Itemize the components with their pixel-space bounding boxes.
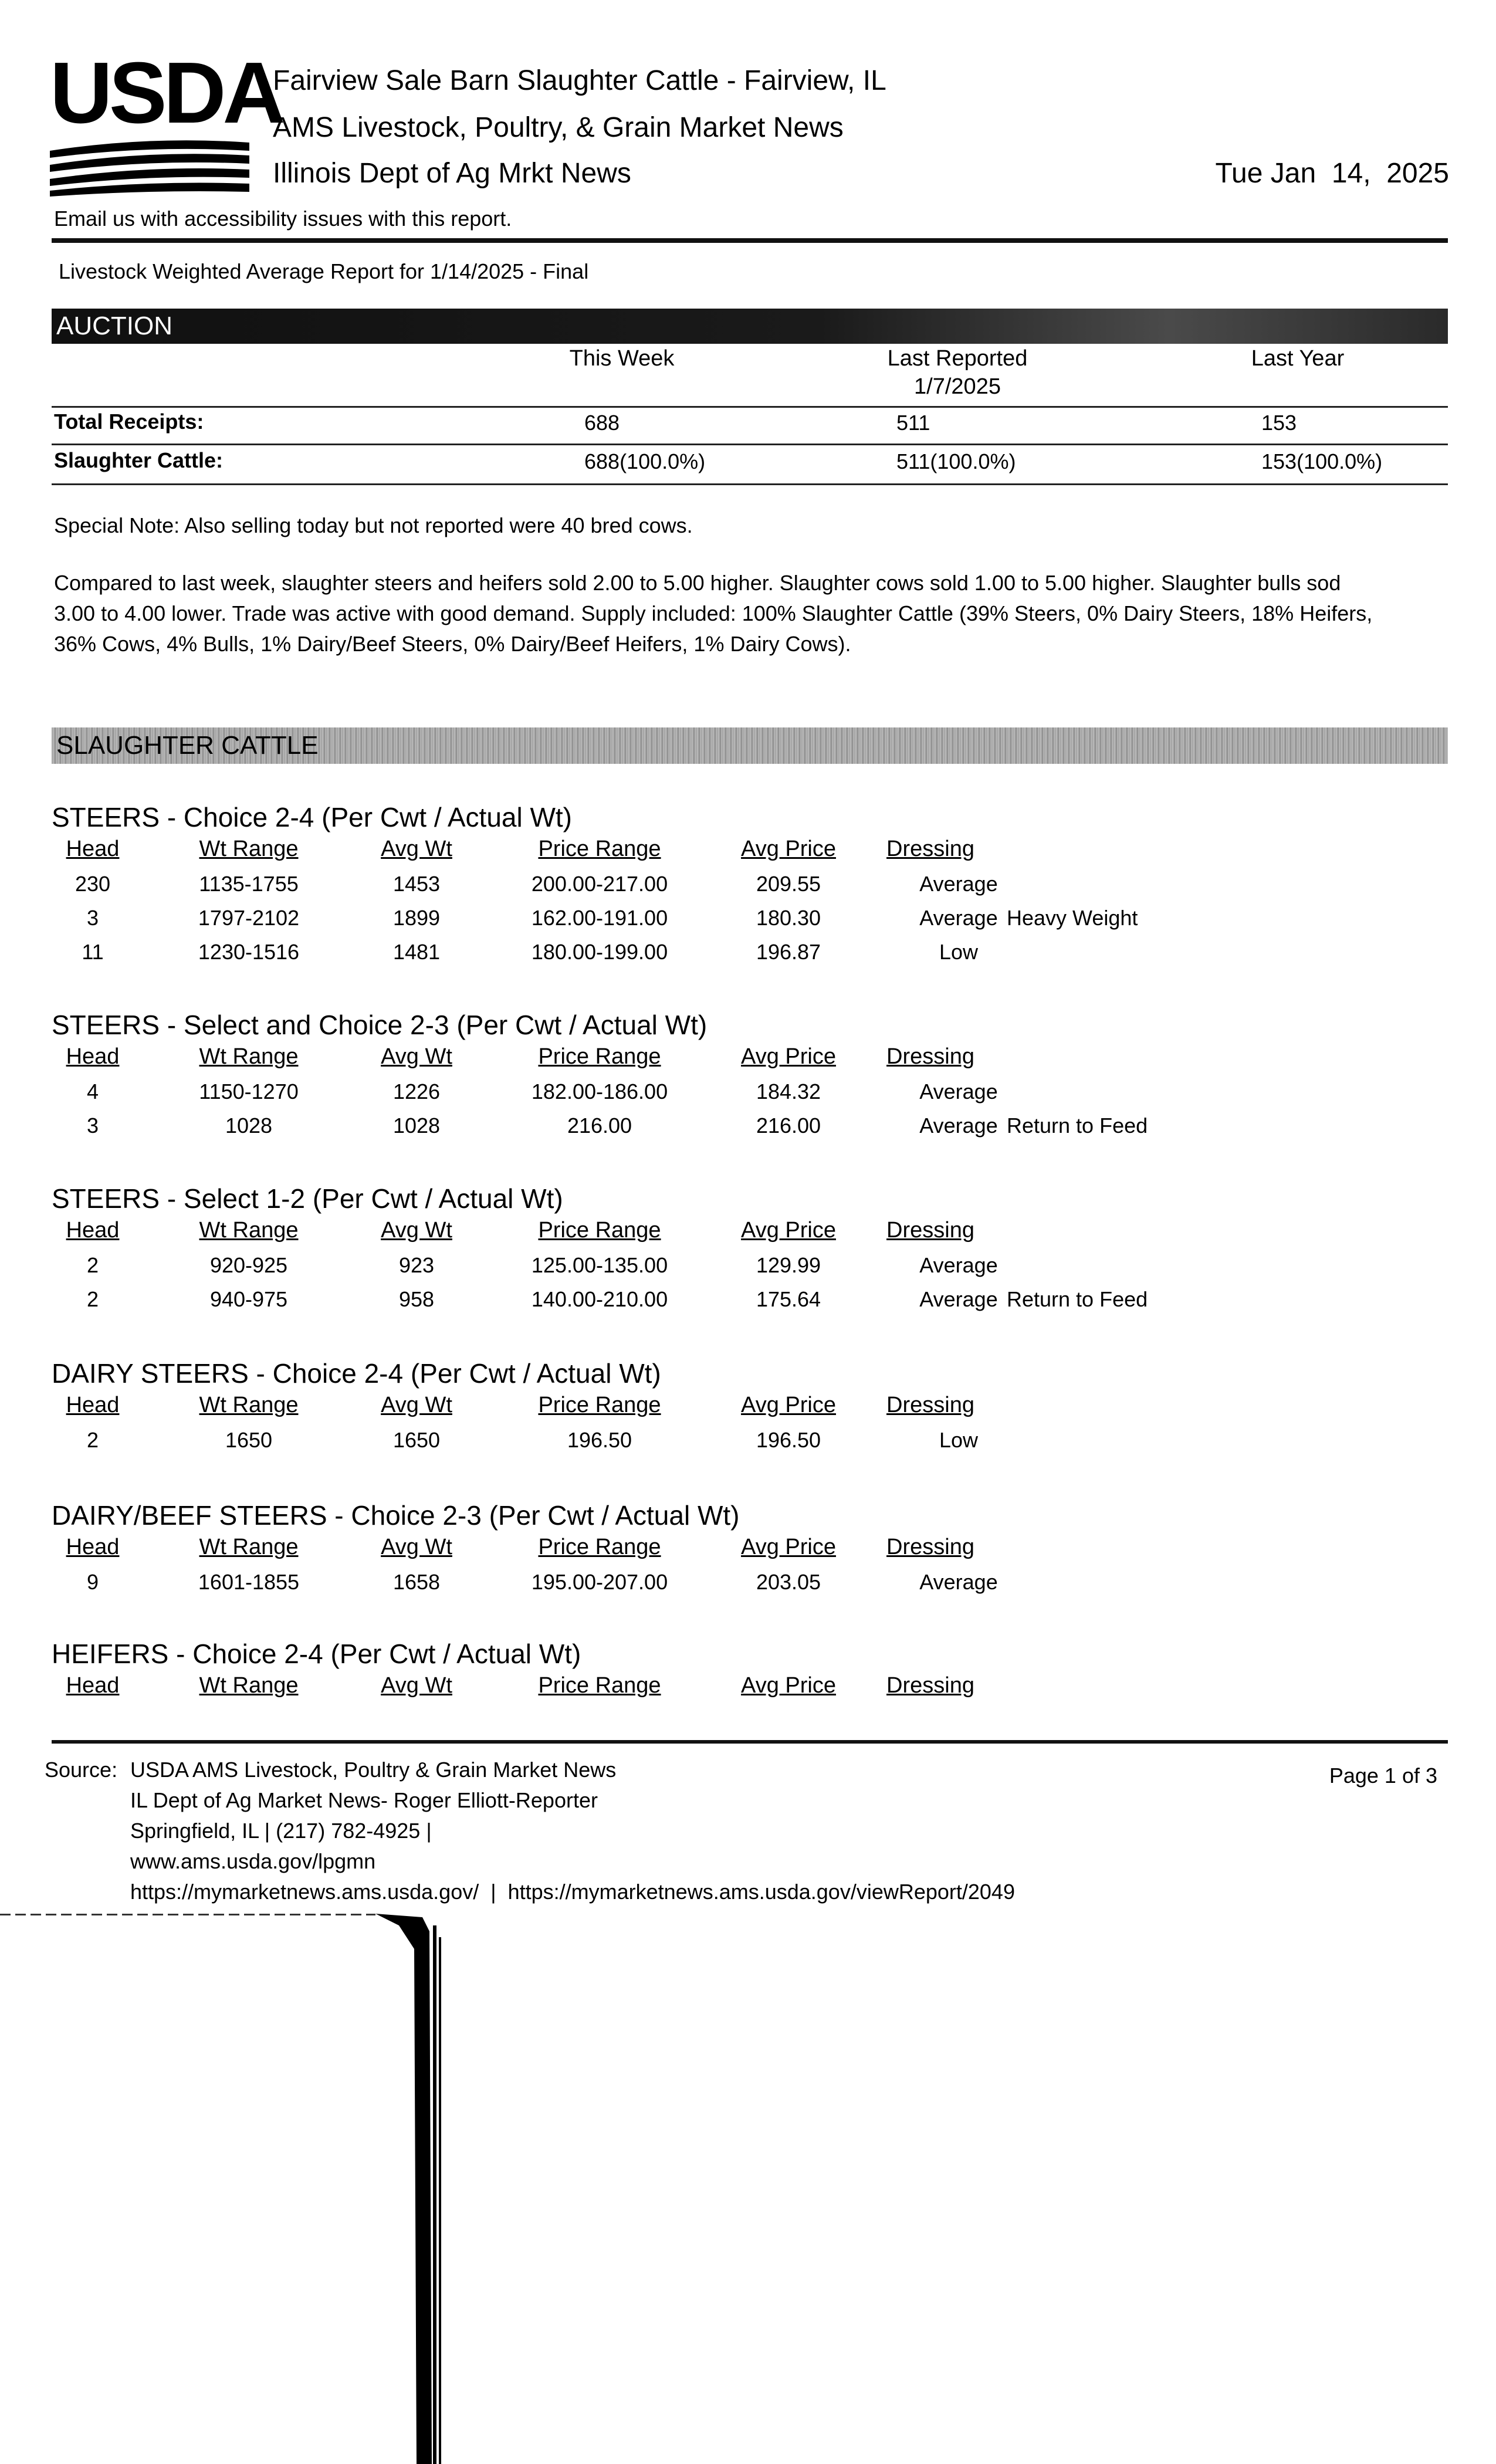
special-note: Special Note: Also selling today but not reported were 40 bred cows. [54,513,693,537]
cell-note: Heavy Weight [1007,906,1138,930]
cell-avg-wt: 1453 [392,872,441,896]
col-header-head: Head [66,1218,120,1243]
cell-wt-range: 1797-2102 [198,906,300,930]
report-heading-line2: AMS Livestock, Poultry, & Grain Market News [273,112,844,143]
col-header-avg-wt: Avg Wt [381,1044,452,1069]
cell-wt-range: 1601-1855 [198,1570,300,1594]
col-header-price-range: Price Range [538,1535,661,1559]
report-heading-line3: Illinois Dept of Ag Mrkt News [273,158,631,189]
cell-avg-price: 184.32 [756,1079,821,1104]
source-line4[interactable]: www.ams.usda.gov/lpgmn [130,1849,376,1873]
market-summary-line3: 36% Cows, 4% Bulls, 1% Dairy/Beef Steers, 0% Dairy/Beef Heifers, 1% Dairy Cows). [54,632,851,656]
col-header-wt-range: Wt Range [199,1218,299,1243]
market-summary-line1: Compared to last week, slaughter steers and heifers sold 2.00 to 5.00 higher. Slaughter cows sold 1.00 to 5.00 higher. Slaughter bulls sod [54,571,1341,595]
section-title: STEERS - Choice 2-4 (Per Cwt / Actual Wt) [52,802,573,832]
cell-avg-wt: 1226 [392,1079,441,1104]
scan-artifact-streak [375,1914,446,2464]
col-header-price-range: Price Range [538,1673,661,1698]
cell-avg-price: 196.50 [756,1428,821,1452]
report-date: Tue Jan 14, 2025 [1215,158,1449,189]
cell-price-range: 182.00-186.00 [531,1079,668,1104]
col-header-head: Head [66,1393,120,1417]
col-header-wt-range: Wt Range [199,1044,299,1069]
cell-head: 2 [86,1287,99,1311]
scan-artifact-dashes [0,1914,375,1915]
cell-price-range: 162.00-191.00 [531,906,668,930]
cell-wt-range: 940-975 [209,1287,288,1311]
col-header-dressing: Dressing [886,837,974,861]
usda-logo-text: USDA [50,45,282,141]
slaughter-cattle-last-year: 153(100.0%) [1261,449,1383,473]
cell-wt-range: 1135-1755 [199,872,299,896]
cell-avg-wt: 1481 [392,940,441,964]
cell-avg-price: 216.00 [756,1113,821,1138]
col-header-head: Head [66,1044,120,1069]
cell-avg-wt: 1028 [392,1113,441,1138]
cell-price-range: 216.00 [567,1113,632,1138]
cell-dressing: Average [919,1113,998,1138]
source-label: Source: [45,1758,118,1782]
cell-head: 230 [75,872,111,896]
col-header-price-range: Price Range [538,837,661,861]
col-header-wt-range: Wt Range [199,837,299,861]
cell-avg-price: 129.99 [756,1253,821,1277]
cell-head: 11 [82,940,104,964]
cell-dressing: Average [919,1079,998,1104]
cell-price-range: 140.00-210.00 [531,1287,668,1311]
cell-note: Return to Feed [1007,1113,1148,1138]
col-header-wt-range: Wt Range [199,1393,299,1417]
row-slaughter-cattle-label: Slaughter Cattle: [54,448,224,472]
cell-head: 4 [86,1079,99,1104]
auction-rule-1 [52,406,1448,408]
source-line2: IL Dept of Ag Market News- Roger Elliott-Reporter [130,1788,598,1812]
section-title: DAIRY/BEEF STEERS - Choice 2-3 (Per Cwt / Actual Wt) [52,1500,740,1531]
report-subtitle: Livestock Weighted Average Report for 1/14/2025 - Final [59,259,589,283]
report-heading-line1: Fairview Sale Barn Slaughter Cattle - Fairview, IL [273,65,886,96]
cell-dressing: Average [919,1253,998,1277]
auction-rule-3 [52,483,1448,485]
col-header-avg-wt: Avg Wt [381,1393,452,1417]
header-divider [52,238,1448,243]
cell-avg-wt: 923 [398,1253,435,1277]
col-header-head: Head [66,1673,120,1698]
col-header-dressing: Dressing [886,1535,974,1559]
cell-wt-range: 1650 [225,1428,273,1452]
auction-rule-2 [52,444,1448,445]
cell-price-range: 196.50 [567,1428,632,1452]
row-total-receipts-label: Total Receipts: [54,409,204,434]
accessibility-email-note[interactable]: Email us with accessibility issues with this report. [54,207,512,231]
col-last-reported-date: 1/7/2025 [914,374,1001,399]
market-summary-line2: 3.00 to 4.00 lower. Trade was active with good demand. Supply included: 100% Slaughter Cattle (39% Steers, 0% Dairy Steers, 18% Heifers, [54,601,1373,625]
auction-section-bar: AUCTION [52,309,1448,344]
col-header-avg-price: Avg Price [741,1044,836,1069]
source-line5-links[interactable]: https://mymarketnews.ams.usda.gov/ | https://mymarketnews.ams.usda.gov/viewReport/2049 [130,1880,1015,1904]
source-line3: Springfield, IL | (217) 782-4925 | [130,1819,432,1843]
col-header-head: Head [66,1535,120,1559]
col-header-avg-price: Avg Price [741,1673,836,1698]
section-title: STEERS - Select 1-2 (Per Cwt / Actual Wt) [52,1183,563,1214]
col-header-head: Head [66,837,120,861]
cell-head: 3 [86,906,99,930]
col-header-price-range: Price Range [538,1218,661,1243]
total-receipts-last-year: 153 [1261,411,1297,435]
cell-wt-range: 1028 [225,1113,273,1138]
cell-price-range: 200.00-217.00 [531,872,668,896]
col-header-price-range: Price Range [538,1044,661,1069]
cell-wt-range: 1150-1270 [199,1079,299,1104]
cell-avg-wt: 1658 [392,1570,441,1594]
section-title: STEERS - Select and Choice 2-3 (Per Cwt / Actual Wt) [52,1010,708,1040]
cell-head: 2 [86,1428,99,1452]
col-header-avg-price: Avg Price [741,1218,836,1243]
cell-head: 9 [86,1570,99,1594]
total-receipts-last-reported: 511 [896,411,930,435]
cell-avg-price: 180.30 [756,906,821,930]
col-header-dressing: Dressing [886,1044,974,1069]
footer-divider [52,1740,1448,1744]
usda-logo [50,45,282,197]
total-receipts-this-week: 688 [584,411,620,435]
cell-dressing: Average [919,872,998,896]
cell-dressing: Average [919,906,998,930]
cell-avg-price: 203.05 [756,1570,821,1594]
cell-avg-price: 209.55 [756,872,821,896]
cell-dressing: Average [919,1570,998,1594]
cell-wt-range: 1230-1516 [198,940,300,964]
col-header-avg-wt: Avg Wt [381,1535,452,1559]
col-header-dressing: Dressing [886,1393,974,1417]
cell-price-range: 195.00-207.00 [531,1570,668,1594]
source-line1: USDA AMS Livestock, Poultry & Grain Market News [130,1758,617,1782]
col-header-wt-range: Wt Range [199,1673,299,1698]
col-header-avg-price: Avg Price [741,1535,836,1559]
col-this-week: This Week [569,346,675,371]
slaughter-cattle-last-reported: 511(100.0%) [896,449,1016,473]
cell-avg-wt: 958 [398,1287,435,1311]
col-last-year: Last Year [1251,346,1345,371]
col-last-reported: Last Reported [887,346,1028,371]
cell-avg-price: 175.64 [756,1287,821,1311]
col-header-wt-range: Wt Range [199,1535,299,1559]
cell-dressing: Average [919,1287,998,1311]
cell-dressing: Low [939,940,979,964]
cell-avg-wt: 1650 [392,1428,441,1452]
col-header-price-range: Price Range [538,1393,661,1417]
cell-note: Return to Feed [1007,1287,1148,1311]
cell-price-range: 125.00-135.00 [531,1253,668,1277]
cell-price-range: 180.00-199.00 [531,940,668,964]
page-number: Page 1 of 3 [1329,1764,1437,1788]
cell-dressing: Low [939,1428,979,1452]
slaughter-cattle-this-week: 688(100.0%) [584,449,706,473]
col-header-avg-wt: Avg Wt [381,1218,452,1243]
cell-head: 2 [86,1253,99,1277]
cell-avg-price: 196.87 [756,940,821,964]
col-header-avg-price: Avg Price [741,1393,836,1417]
cell-head: 3 [86,1113,99,1138]
col-header-dressing: Dressing [886,1673,974,1698]
cell-wt-range: 920-925 [209,1253,288,1277]
section-title: HEIFERS - Choice 2-4 (Per Cwt / Actual Wt) [52,1639,581,1669]
col-header-dressing: Dressing [886,1218,974,1243]
slaughter-cattle-section-bar: SLAUGHTER CATTLE [52,727,1448,764]
section-title: DAIRY STEERS - Choice 2-4 (Per Cwt / Actual Wt) [52,1358,661,1389]
usda-logo-swoosh-icon [50,138,249,197]
cell-avg-wt: 1899 [392,906,441,930]
col-header-avg-wt: Avg Wt [381,837,452,861]
col-header-avg-wt: Avg Wt [381,1673,452,1698]
col-header-avg-price: Avg Price [741,837,836,861]
